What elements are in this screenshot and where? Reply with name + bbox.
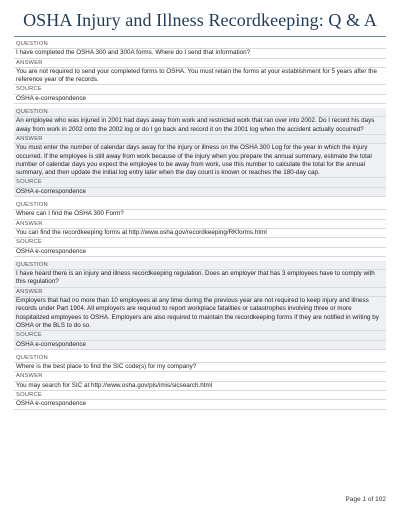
answer-text: You can find the recordkeeping forms at http://www.osha.gov/recordkeeping/RKforms.html bbox=[14, 229, 386, 238]
question-text: Where is the best place to find the SIC code(s) for my company? bbox=[14, 363, 386, 372]
qa-list bbox=[14, 40, 386, 414]
question-label: QUESTION bbox=[14, 40, 386, 49]
question-text: An employee who was injured in 2001 had days away from work and restricted work that ran over into 2002. Do I record his days away from work in 2002 onto the 2002 log or do I go back and record it on the 2001 log when the accident actually occurred? bbox=[14, 117, 386, 135]
question-label: QUESTION bbox=[14, 354, 386, 363]
source-text: OSHA e-correspondence bbox=[14, 400, 386, 409]
question-text: I have heard there is an injury and illness recordkeeping regulation. Does an employer that has 3 employees have to comply with this regulation? bbox=[14, 270, 386, 288]
source-label: SOURCE bbox=[14, 331, 386, 340]
source-label: SOURCE bbox=[14, 391, 386, 400]
page-number: Page 1 of 102 bbox=[345, 496, 386, 503]
qa-block bbox=[14, 354, 386, 410]
page-title: OSHA Injury and Illness Recordkeeping: Q & A bbox=[23, 10, 377, 30]
qa-block bbox=[14, 108, 386, 197]
answer-label: ANSWER bbox=[14, 288, 386, 297]
source-label: SOURCE bbox=[14, 178, 386, 187]
answer-text: You must enter the number of calendar days away for the injury or illness on the OSHA 300 Log for the year in which the injury occurred. If the employee is still away from work because of the injury when you prepare the annual summary, estimate the total number of calendar days you expect the employee to be away from work, use this number to calculate the total for the annual summary, and then update the initial log entry later when the day count is known or reaches the 180-day cap. bbox=[14, 144, 386, 178]
question-label: QUESTION bbox=[14, 261, 386, 270]
answer-text: Employers that had no more than 10 employees at any time during the previous year are not required to keep injury and illness records under Part 1904. All employers are required to report workplace fatalities or catastrophes involving three or more hospitalized employees to OSHA. Employers are also required to maintain the recordkeeping forms if they are notified in writing by OSHA or the BLS to do so. bbox=[14, 297, 386, 331]
source-label: SOURCE bbox=[14, 85, 386, 94]
source-text: OSHA e-correspondence bbox=[14, 248, 386, 257]
source-text: OSHA e-correspondence bbox=[14, 341, 386, 350]
question-label: QUESTION bbox=[14, 108, 386, 117]
source-text: OSHA e-correspondence bbox=[14, 95, 386, 104]
answer-label: ANSWER bbox=[14, 59, 386, 68]
qa-block bbox=[14, 201, 386, 257]
qa-block bbox=[14, 40, 386, 104]
answer-text: You may search for SIC at http://www.osha.gov/pls/imis/sicsearch.html bbox=[14, 382, 386, 391]
source-text: OSHA e-correspondence bbox=[14, 188, 386, 197]
question-text: Where can I find the OSHA 300 Form? bbox=[14, 210, 386, 219]
qa-block bbox=[14, 261, 386, 350]
answer-label: ANSWER bbox=[14, 220, 386, 229]
title-divider bbox=[14, 36, 386, 37]
answer-label: ANSWER bbox=[14, 135, 386, 144]
question-label: QUESTION bbox=[14, 201, 386, 210]
answer-text: You are not required to send your completed forms to OSHA. You must retain the forms at your establishment for 5 years after the reference year of the records. bbox=[14, 68, 386, 86]
source-label: SOURCE bbox=[14, 238, 386, 247]
question-text: I have completed the OSHA 300 and 300A forms. Where do I send that information? bbox=[14, 49, 386, 58]
answer-label: ANSWER bbox=[14, 372, 386, 381]
